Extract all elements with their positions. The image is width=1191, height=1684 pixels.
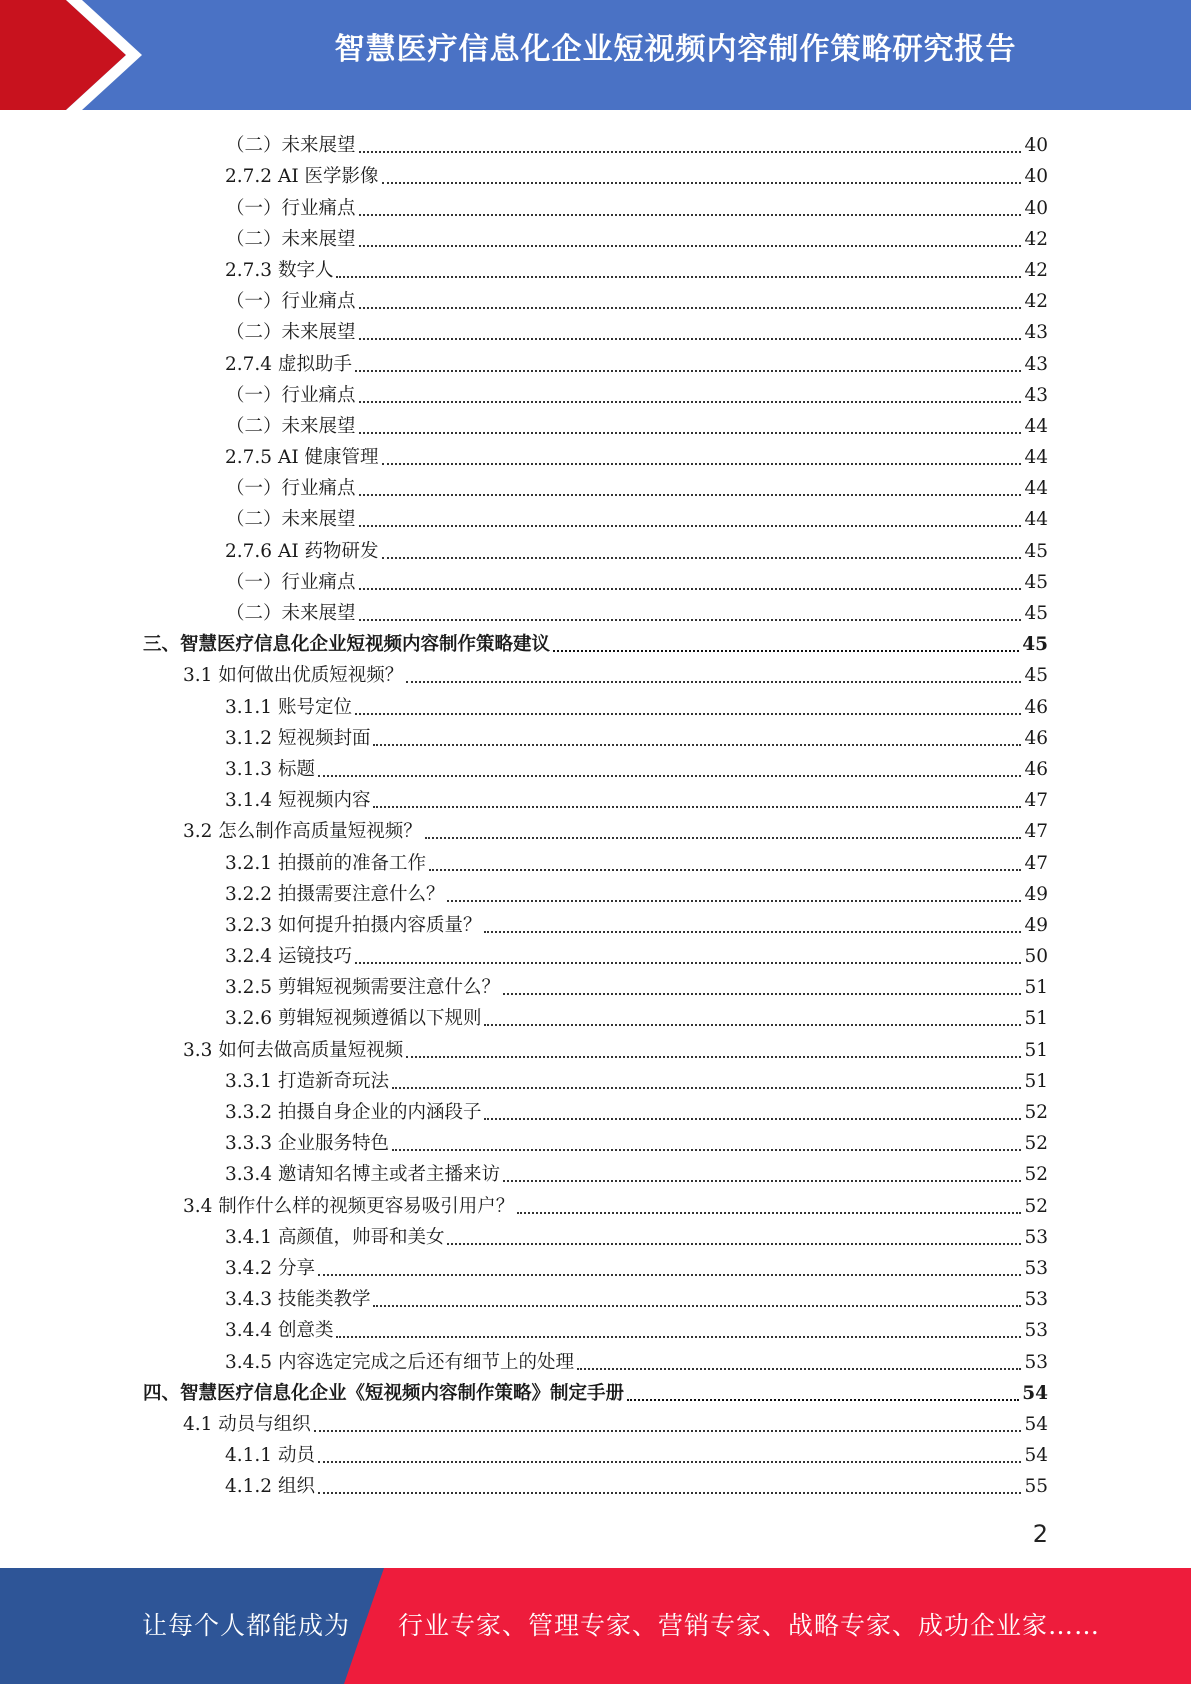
toc-entry-title: 2.7.2 AI 医学影像 [225,166,379,188]
toc-entry-title: 3.2.2 拍摄需要注意什么？ [225,883,445,905]
toc-entry-page: 50 [1024,946,1048,968]
toc-entry-title: 3.4.5 内容选定完成之后还有细节上的处理 [225,1351,574,1373]
toc-entry-title: （二）未来展望 [226,415,356,437]
toc-dot-leader [355,961,1022,964]
toc-entry-title: 3.3.1 打造新奇玩法 [225,1070,389,1092]
toc-entry-title: 3.1.3 标题 [225,758,315,780]
toc-dot-leader [359,400,1022,403]
toc-dot-leader [373,1304,1021,1307]
toc-entry-title: 3.2.4 运镜技巧 [225,946,352,968]
toc-dot-leader [359,213,1022,216]
toc-entry[interactable] [0,782,1191,813]
toc-entry-page: 47 [1024,852,1048,874]
toc-dot-leader [359,337,1022,340]
toc-dot-leader [429,868,1021,871]
toc-entry-title: 3.3.4 邀请知名博主或者主播来访 [225,1164,500,1186]
toc-entry-title: 3.1 如何做出优质短视频？ [183,665,404,687]
toc-entry-title: 3.4 制作什么样的视频更容易吸引用户？ [183,1195,515,1217]
toc-entry-page: 40 [1024,135,1048,157]
toc-entry-page: 51 [1024,977,1048,999]
toc-entry-page: 52 [1024,1102,1048,1123]
toc-entry-page: 51 [1024,1039,1048,1061]
toc-entry-page: 42 [1024,291,1048,313]
toc-dot-leader [577,1367,1021,1370]
toc-entry-page: 45 [1024,603,1048,624]
toc-entry-page: 53 [1024,1226,1048,1248]
toc-entry-title: 2.7.5 AI 健康管理 [225,447,379,469]
toc-entry-title: （一）行业痛点 [226,478,356,500]
toc-entry[interactable] [0,720,1191,751]
toc-entry[interactable] [0,1219,1191,1250]
toc-entry-page: 43 [1024,384,1048,406]
toc-dot-leader [382,462,1022,465]
toc-entry-title: 3.2.3 如何提升拍摄内容质量？ [225,914,482,936]
toc-entry-page: 53 [1024,1320,1048,1342]
toc-dot-leader [406,680,1021,683]
toc-entry[interactable] [0,532,1191,563]
toc-entry-title: 3.1.1 账号定位 [225,696,352,718]
toc-entry-title: 三、智慧医疗信息化企业短视频内容制作策略建议 [143,634,551,656]
toc-entry-page: 54 [1024,1445,1048,1467]
toc-entry[interactable] [0,1343,1191,1374]
toc-entry[interactable] [0,657,1191,688]
toc-entry[interactable] [0,1156,1191,1187]
toc-entry-title: 3.1.4 短视频内容 [225,790,371,812]
toc-dot-leader [484,1023,1021,1026]
toc-entry-title: 3.4.3 技能类教学 [225,1289,371,1311]
toc-dot-leader [318,1273,1022,1276]
page-header [0,0,1191,110]
toc-entry[interactable] [0,1094,1191,1125]
toc-dot-leader [359,524,1022,527]
toc-dot-leader [627,1398,1019,1401]
toc-entry-title: 3.3.2 拍摄自身企业的内涵段子 [225,1102,482,1123]
toc-entry-page: 52 [1024,1164,1048,1186]
toc-entry-title: 2.7.4 虚拟助手 [225,353,352,375]
toc-dot-leader [373,743,1021,746]
toc-entry[interactable] [0,907,1191,938]
toc-entry-title: 3.2.5 剪辑短视频需要注意什么？ [225,977,500,999]
toc-dot-leader [359,306,1022,309]
toc-entry-page: 43 [1024,322,1048,344]
toc-dot-leader [447,1242,1021,1245]
toc-entry-page: 55 [1024,1476,1048,1498]
toc-entry[interactable] [0,969,1191,1000]
page-footer [0,1568,1191,1684]
toc-entry-page: 46 [1024,727,1048,749]
table-of-contents [0,127,1191,1499]
toc-entry[interactable] [0,408,1191,439]
toc-entry-page: 51 [1024,1070,1048,1092]
toc-entry[interactable] [0,1312,1191,1343]
footer-slogan-right: 行业专家、管理专家、营销专家、战略专家、成功企业家…… [398,1611,1101,1640]
toc-entry[interactable] [0,127,1191,158]
toc-entry[interactable] [0,938,1191,969]
toc-entry[interactable] [0,283,1191,314]
toc-entry-page: 47 [1024,790,1048,812]
toc-entry-title: （一）行业痛点 [226,291,356,313]
toc-entry-page: 53 [1024,1351,1048,1373]
toc-entry-title: （二）未来展望 [226,509,356,531]
toc-entry-page: 44 [1024,478,1048,500]
toc-dot-leader [359,244,1022,247]
toc-entry-title: 四、智慧医疗信息化企业《短视频内容制作策略》制定手册 [143,1382,625,1404]
toc-entry-title: 4.1.2 组织 [225,1476,315,1498]
toc-entry[interactable] [0,688,1191,719]
toc-entry-title: 3.4.1 高颜值，帅哥和美女 [225,1226,445,1248]
toc-entry-title: （一）行业痛点 [226,571,356,593]
toc-entry-page: 44 [1024,415,1048,437]
toc-entry[interactable] [0,252,1191,283]
toc-entry-title: 3.4.2 分享 [225,1257,315,1279]
toc-dot-leader [318,1460,1022,1463]
toc-dot-leader [336,1335,1021,1338]
toc-entry[interactable] [0,158,1191,189]
toc-entry-title: 3.2.6 剪辑短视频遵循以下规则 [225,1008,482,1030]
toc-dot-leader [406,1055,1021,1058]
toc-entry-title: （一）行业痛点 [226,197,356,219]
toc-entry[interactable] [0,1031,1191,1062]
toc-entry-title: （二）未来展望 [226,322,356,344]
toc-entry[interactable] [0,595,1191,626]
toc-entry[interactable] [0,345,1191,376]
toc-entry-page: 45 [1024,540,1048,562]
toc-entry-page: 53 [1024,1289,1048,1311]
toc-dot-leader [359,150,1022,153]
toc-entry-title: 3.2 怎么制作高质量短视频？ [183,821,422,843]
page-number: 2 [1032,1520,1048,1548]
toc-entry[interactable] [0,1437,1191,1468]
toc-entry-page: 44 [1024,447,1048,469]
footer-slogan-left: 让每个人都能成为 [142,1611,351,1640]
toc-entry-title: 3.4.4 创意类 [225,1320,334,1342]
toc-entry[interactable] [0,470,1191,501]
toc-entry-page: 52 [1024,1133,1048,1155]
toc-entry-page: 45 [1024,571,1048,593]
toc-dot-leader [355,712,1022,715]
toc-entry-title: 3.3 如何去做高质量短视频 [183,1039,404,1061]
toc-entry[interactable] [0,813,1191,844]
toc-entry-page: 53 [1024,1257,1048,1279]
toc-entry[interactable] [0,1406,1191,1437]
toc-dot-leader [359,587,1022,590]
toc-dot-leader [392,1086,1021,1089]
toc-entry-page: 51 [1024,1008,1048,1030]
toc-entry-title: 2.7.6 AI 药物研发 [225,540,379,562]
toc-entry[interactable] [0,1468,1191,1499]
toc-dot-leader [359,618,1022,621]
toc-entry[interactable] [0,1281,1191,1312]
toc-entry[interactable] [0,844,1191,875]
toc-entry-page: 52 [1024,1195,1048,1217]
toc-dot-leader [503,1179,1021,1182]
toc-entry-title: 2.7.3 数字人 [225,259,334,281]
toc-entry[interactable] [0,501,1191,532]
toc-dot-leader [336,275,1021,278]
toc-entry-title: 4.1.1 动员 [225,1445,315,1467]
toc-dot-leader [484,930,1021,933]
toc-entry[interactable] [0,1250,1191,1281]
toc-entry-title: （二）未来展望 [226,603,356,624]
toc-entry[interactable] [0,1063,1191,1094]
toc-entry-page: 44 [1024,509,1048,531]
toc-dot-leader [503,992,1021,995]
toc-entry-title: 3.2.1 拍摄前的准备工作 [225,852,426,874]
toc-dot-leader [553,649,1019,652]
toc-entry[interactable] [0,751,1191,782]
toc-entry-page: 46 [1024,758,1048,780]
toc-dot-leader [318,774,1022,777]
toc-dot-leader [425,836,1022,839]
toc-entry-page: 46 [1024,696,1048,718]
toc-entry-page: 54 [1024,1413,1048,1435]
toc-dot-leader [359,493,1022,496]
toc-entry[interactable] [0,1000,1191,1031]
toc-entry-title: 4.1 动员与组织 [183,1413,311,1435]
toc-entry-page: 54 [1022,1382,1048,1404]
toc-entry-title: （一）行业痛点 [226,384,356,406]
toc-entry-title: 3.1.2 短视频封面 [225,727,371,749]
header-arrow-decoration [0,0,160,110]
toc-entry-page: 40 [1024,166,1048,188]
toc-entry[interactable] [0,1125,1191,1156]
toc-entry[interactable] [0,439,1191,470]
toc-entry-page: 49 [1024,883,1048,905]
toc-dot-leader [359,431,1022,434]
toc-entry[interactable] [0,564,1191,595]
toc-entry-title: 3.3.3 企业服务特色 [225,1133,389,1155]
toc-dot-leader [373,805,1021,808]
toc-dot-leader [484,1117,1021,1120]
toc-entry[interactable] [0,1375,1191,1406]
toc-entry-page: 42 [1024,259,1048,281]
toc-entry[interactable] [0,221,1191,252]
toc-entry-title: （二）未来展望 [226,135,356,157]
document-title: 智慧医疗信息化企业短视频内容制作策略研究报告 [334,32,1017,67]
toc-entry[interactable] [0,314,1191,345]
toc-dot-leader [355,369,1022,372]
toc-dot-leader [382,181,1022,184]
toc-entry[interactable] [0,1187,1191,1218]
toc-entry-page: 45 [1024,665,1048,687]
toc-entry-page: 43 [1024,353,1048,375]
toc-dot-leader [318,1491,1022,1494]
toc-entry[interactable] [0,377,1191,408]
toc-entry[interactable] [0,626,1191,657]
toc-entry-page: 47 [1024,821,1048,843]
toc-entry-page: 40 [1024,197,1048,219]
toc-entry-page: 49 [1024,914,1048,936]
toc-dot-leader [447,899,1021,902]
toc-dot-leader [382,556,1022,559]
toc-entry-title: （二）未来展望 [226,228,356,250]
toc-entry-page: 42 [1024,228,1048,250]
toc-entry-page: 45 [1022,634,1048,656]
toc-dot-leader [517,1211,1021,1214]
toc-dot-leader [314,1429,1022,1432]
toc-entry[interactable] [0,876,1191,907]
toc-entry[interactable] [0,189,1191,220]
toc-dot-leader [392,1148,1021,1151]
